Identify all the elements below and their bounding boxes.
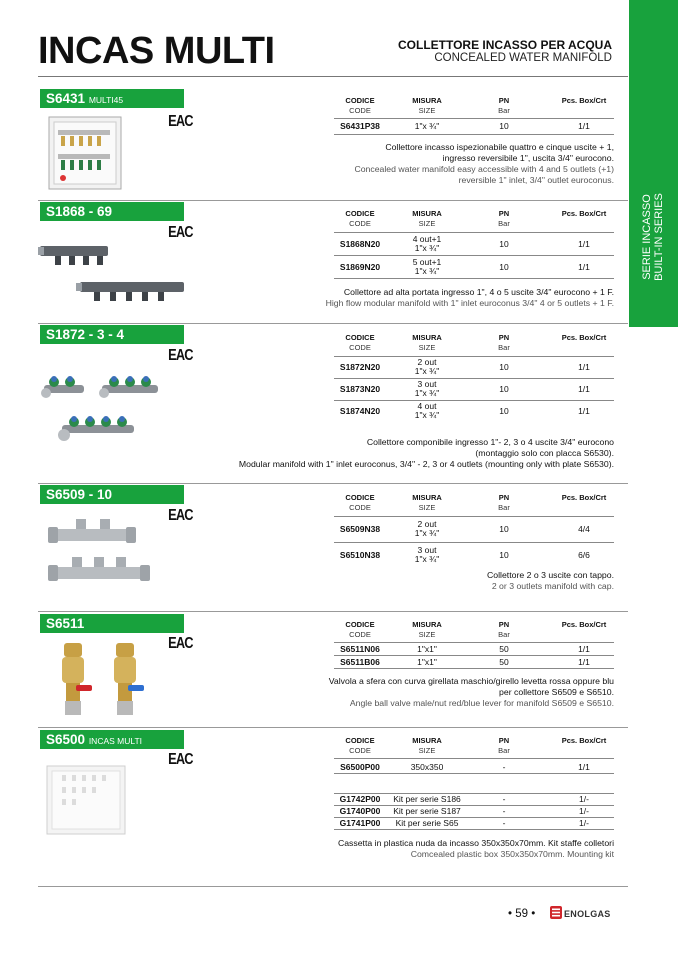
table-row (334, 356, 614, 378)
desc-en-line: Comcealed plastic box 350x350x70mm. Mounting kit (410, 849, 614, 859)
cell-pn: 50 (499, 657, 509, 667)
col-header-pn: PN (498, 333, 510, 342)
cell-code: S1869N20 (339, 262, 381, 272)
section-s1872-3-4 (38, 323, 628, 481)
cell-code: S1873N20 (339, 384, 381, 394)
col-header-code: CODICE (345, 333, 375, 342)
cell-pcs: 1/1 (578, 384, 590, 394)
col-header-pn-en: Bar (498, 503, 510, 512)
col-header-size-en: SIZE (418, 343, 436, 352)
section-s6431 (38, 88, 628, 198)
cell-size: 3 out (417, 379, 437, 389)
section-title: S1868 - 69 (46, 204, 113, 219)
cell-pn: - (502, 818, 506, 828)
cell-size: 1"x1" (417, 644, 437, 654)
cell-size: Kit per serie S187 (393, 806, 461, 816)
col-header-code-en: CODE (349, 343, 371, 352)
cell-size-2: 1"x ¾" (414, 366, 440, 376)
col-header-code: CODICE (345, 96, 375, 105)
desc-en-line: Modular manifold with 1" inlet euroconus, 3/4" - 2, 3 or 4 outlets (mounting only with plate S6530). (238, 459, 614, 469)
angle-ball-valve-image (58, 639, 154, 721)
page-title: INCAS MULTI (38, 30, 275, 72)
col-header-pn-en: Bar (498, 343, 510, 352)
table-row (334, 118, 614, 133)
table-row (334, 758, 614, 773)
section-description (184, 838, 614, 860)
table-row-rule (334, 278, 614, 279)
table-row (334, 255, 614, 278)
table-row (334, 378, 614, 400)
desc-it-line: Valvola a sfera con curva girellata maschio/girello levetta rossa oppure blu (328, 676, 614, 686)
col-header-code: CODICE (345, 209, 375, 218)
table-row (334, 793, 614, 805)
manifold-image (38, 242, 188, 308)
table-row (334, 232, 614, 255)
desc-en-line: Concealed water manifold easy accessible with 4 and 5 outlets (+1) (354, 164, 614, 174)
section-title: S6509 - 10 (46, 487, 113, 502)
section-title-badge (40, 614, 184, 633)
page-number: • 59 • (508, 908, 536, 920)
eac-mark: EAC (168, 507, 193, 524)
cell-pn: 10 (499, 362, 509, 372)
cell-size: 5 out+1 (412, 257, 442, 267)
col-header-size: MISURA (412, 493, 442, 502)
section-divider (38, 323, 628, 324)
desc-en-line: High flow modular manifold with 1" inlet euroconus 3/4" 4 or 5 outlets + 1 F. (325, 298, 614, 308)
cell-code: S6431P38 (340, 121, 380, 131)
section-title-badge (40, 730, 184, 749)
col-header-size-en: SIZE (418, 503, 436, 512)
cell-pn: - (502, 794, 506, 804)
col-header-pn-en: Bar (498, 746, 510, 755)
col-header-pn: PN (498, 736, 510, 745)
col-header-code-en: CODE (349, 746, 371, 755)
section-divider (38, 611, 628, 612)
cell-pcs: 1/1 (578, 121, 590, 131)
cell-pcs: 1/1 (578, 239, 590, 249)
brass-manifold-image (46, 519, 152, 591)
col-header-size: MISURA (412, 736, 442, 745)
section-description (184, 570, 614, 592)
cell-pcs: 6/6 (578, 550, 590, 560)
cell-code: S6511N06 (340, 644, 380, 654)
cell-pn: 10 (499, 406, 509, 416)
col-header-code: CODICE (345, 620, 375, 629)
col-header-pn-en: Bar (498, 106, 510, 115)
cell-pcs: 1/1 (578, 406, 590, 416)
table-row (334, 655, 614, 668)
cell-pcs: 1/- (579, 818, 589, 828)
col-header-pn: PN (498, 620, 510, 629)
cell-size: 1"x ¾" (414, 121, 440, 131)
desc-it-line: per collettore S6509 e S6510. (499, 687, 614, 697)
col-header-pn: PN (498, 493, 510, 502)
table-row-rule (334, 773, 614, 774)
cell-code: S1868N20 (339, 239, 381, 249)
eac-mark: EAC (168, 347, 193, 364)
col-header-size-en: SIZE (418, 746, 436, 755)
table-row (334, 805, 614, 817)
table-row-rule (334, 829, 614, 830)
page-subtitle-en: CONCEALED WATER MANIFOLD (434, 52, 612, 64)
section-divider (38, 483, 628, 484)
eac-mark: EAC (168, 635, 193, 652)
desc-en-line: Angle ball valve male/nut red/blue lever for manifold S6509 e S6510. (349, 698, 614, 708)
cell-pn: 10 (499, 262, 509, 272)
desc-en-line: reversible 1" inlet, 3/4" outlet euroconus. (458, 175, 614, 185)
cell-code: S6510N38 (339, 550, 381, 560)
table-row (334, 516, 614, 542)
table-row-rule (334, 668, 614, 669)
cell-size: 4 out (417, 401, 437, 411)
col-header-code-en: CODE (349, 630, 371, 639)
side-tab-label (641, 137, 665, 337)
cell-pn: 10 (499, 524, 509, 534)
cell-size: 4 out+1 (412, 234, 442, 244)
table-row-rule (334, 134, 614, 135)
cell-pcs: 1/1 (578, 262, 590, 272)
section-s6509-10 (38, 483, 628, 609)
cell-size-2: 1"x ¾" (414, 410, 440, 420)
section-description (184, 676, 614, 709)
col-header-pn-en: Bar (498, 219, 510, 228)
brand-name: ENOLGAS (564, 909, 611, 919)
cell-pn: 10 (499, 384, 509, 394)
header-divider (38, 76, 628, 77)
eac-mark: EAC (168, 224, 193, 241)
cell-pn: 10 (499, 239, 509, 249)
cell-size: 1"x1" (417, 657, 437, 667)
section-subtitle: MULTI45 (88, 95, 124, 105)
eac-mark: EAC (168, 751, 193, 768)
cell-size-2: 1"x ¾" (414, 388, 440, 398)
section-title: S1872 - 3 - 4 (46, 327, 125, 342)
cell-size: 350x350 (410, 762, 444, 772)
col-header-pcs: Pcs. Box/Crt (561, 493, 607, 502)
cell-size-2: 1"x ¾" (414, 528, 440, 538)
col-header-size-en: SIZE (418, 630, 436, 639)
page-subtitle-it: COLLETTORE INCASSO PER ACQUA (397, 38, 612, 52)
desc-it-line: Collettore ad alta portata ingresso 1", 4 o 5 uscite 3/4" eurocono + 1 F. (343, 287, 614, 297)
table-row (334, 542, 614, 568)
desc-it-line: Collettore componibile ingresso 1"- 2, 3 o 4 uscite 3/4" eurocono (366, 437, 614, 447)
section-title-badge (40, 89, 184, 108)
col-header-pcs: Pcs. Box/Crt (561, 620, 607, 629)
cell-pcs: 1/1 (578, 644, 590, 654)
cell-pn: 50 (499, 644, 509, 654)
table-row (334, 400, 614, 422)
col-header-code-en: CODE (349, 503, 371, 512)
section-description (54, 437, 614, 470)
col-header-pcs: Pcs. Box/Crt (561, 209, 607, 218)
side-tab-line-2: BUILT-IN SERIES (653, 193, 665, 281)
cell-size: 2 out (417, 519, 437, 529)
cell-size-2: 1"x ¾" (414, 243, 440, 253)
section-title-badge (40, 325, 184, 344)
cell-size: Kit per serie S65 (395, 818, 459, 828)
col-header-code: CODICE (345, 736, 375, 745)
section-s6511 (38, 611, 628, 725)
cell-size: Kit per serie S186 (393, 794, 461, 804)
desc-it-line: Cassetta in plastica nuda da incasso 350x350x70mm. Kit staffe colletori (337, 838, 614, 848)
section-s6500 (38, 727, 628, 877)
section-divider (38, 727, 628, 728)
footer-divider (38, 886, 628, 887)
section-title-badge (40, 202, 184, 221)
table-row (334, 817, 614, 829)
col-header-pn-en: Bar (498, 630, 510, 639)
section-title: S6500 (46, 732, 86, 747)
manifold-cabinet-image (48, 116, 122, 190)
desc-it-line: Collettore 2 o 3 uscite con tappo. (486, 570, 614, 580)
col-header-size: MISURA (412, 620, 442, 629)
table-row (334, 642, 614, 655)
cell-size: 2 out (417, 357, 437, 367)
cell-size-2: 1"x ¾" (414, 554, 440, 564)
cell-code: S6500P00 (340, 762, 380, 772)
col-header-pcs: Pcs. Box/Crt (561, 333, 607, 342)
cell-pcs: 1/- (579, 794, 589, 804)
col-header-code-en: CODE (349, 219, 371, 228)
cell-pcs: 1/1 (578, 762, 590, 772)
cell-size-2: 1"x ¾" (414, 266, 440, 276)
side-tab-line-1: SERIE INCASSO (641, 194, 653, 280)
cell-code: G1740P00 (339, 806, 381, 816)
cell-pcs: 1/- (579, 806, 589, 816)
desc-it-line: (montaggio solo con placca S6530). (475, 448, 614, 458)
col-header-size: MISURA (412, 333, 442, 342)
desc-it-line: ingresso reversibile 1", uscita 3/4" eurocono. (442, 153, 614, 163)
col-header-pn: PN (498, 209, 510, 218)
col-header-pcs: Pcs. Box/Crt (561, 736, 607, 745)
section-description (184, 287, 614, 309)
cell-pcs: 1/1 (578, 362, 590, 372)
plastic-box-image (46, 765, 126, 835)
col-header-size-en: SIZE (418, 106, 436, 115)
cell-pcs: 1/1 (578, 657, 590, 667)
cell-code: S6511B06 (340, 657, 380, 667)
desc-it-line: Collettore incasso ispezionabile quattro e cinque uscite + 1, (385, 142, 614, 152)
cell-code: S1872N20 (339, 362, 381, 372)
section-title: S6511 (46, 616, 85, 631)
cell-pcs: 4/4 (578, 524, 590, 534)
cell-pn: 10 (499, 121, 509, 131)
cell-code: S6509N38 (339, 524, 381, 534)
section-description (184, 142, 614, 186)
cell-code: S1874N20 (339, 406, 381, 416)
section-subtitle: INCAS MULTI (88, 736, 143, 746)
section-s1868-69 (38, 200, 628, 322)
col-header-pcs: Pcs. Box/Crt (561, 96, 607, 105)
col-header-size: MISURA (412, 209, 442, 218)
col-header-code: CODICE (345, 493, 375, 502)
desc-en-line: 2 or 3 outlets manifold with cap. (491, 581, 614, 591)
section-title-badge (40, 485, 184, 504)
cell-pn: 10 (499, 550, 509, 560)
cell-code: G1742P00 (339, 794, 381, 804)
cell-pn: - (502, 762, 506, 772)
section-divider (38, 200, 628, 201)
cell-size: 3 out (417, 545, 437, 555)
col-header-pn: PN (498, 96, 510, 105)
cell-pn: - (502, 806, 506, 816)
section-title: S6431 (46, 91, 86, 106)
col-header-size: MISURA (412, 96, 442, 105)
cell-code: G1741P00 (339, 818, 381, 828)
enolgas-logo-icon (550, 906, 562, 919)
col-header-code-en: CODE (349, 106, 371, 115)
col-header-size-en: SIZE (418, 219, 436, 228)
eac-mark: EAC (168, 113, 193, 130)
